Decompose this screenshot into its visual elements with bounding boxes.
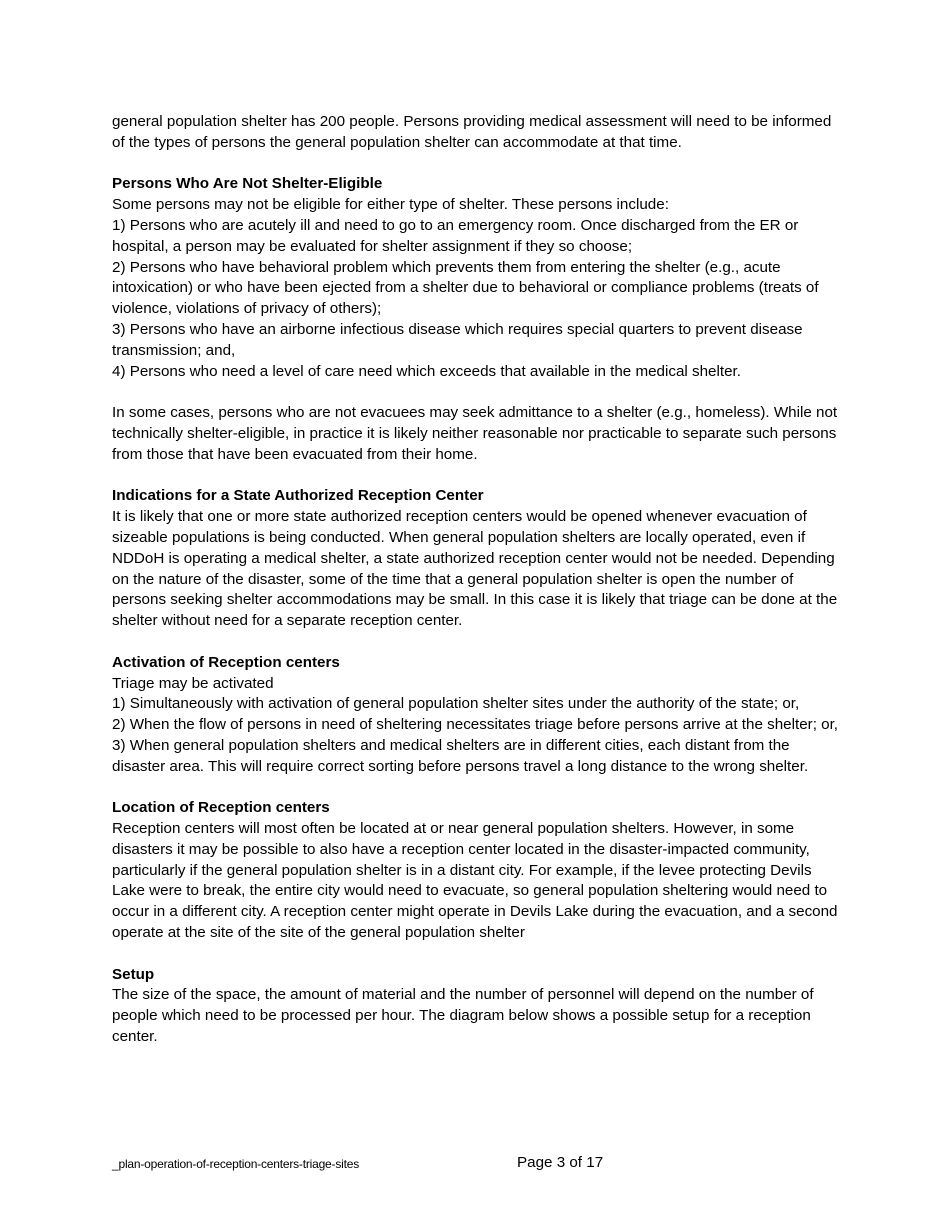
not-eligible-note: In some cases, persons who are not evacuees may seek admittance to a shelter (e.g., homeless). While not technically shelter-eligible, in practice it is likely neither reasonable nor practicable to separate such persons from those that have been evacuated from their home.: [112, 404, 838, 463]
activation-item-1: 1) Simultaneously with activation of general population shelter sites under the authority of the state; or,: [112, 695, 800, 713]
not-eligible-item-2: 2) Persons who have behavioral problem which prevents them from entering the shelter (e.g., acute intoxication) or who have been ejected from a shelter due to behavioral or compliance problems (treats of violence, violations of privacy of others);: [112, 258, 819, 318]
not-eligible-item-1: 1) Persons who are acutely ill and need to go to an emergency room. Once discharged from the ER or hospital, a person may be evaluated for shelter assignment if they so choose;: [112, 216, 799, 255]
setup-paragraph: The size of the space, the amount of material and the number of personnel will depend on the number of people which need to be processed per hour. The diagram below shows a possible setup for a reception center.: [112, 986, 814, 1046]
not-eligible-intro: Some persons may not be eligible for either type of shelter. These persons include:: [112, 196, 669, 214]
section-heading-setup: Setup: [112, 965, 155, 983]
activation-item-3: 3) When general population shelters and medical shelters are in different cities, each distant from the disaster area. This will require correct sorting before persons travel a long distance to the wrong shelter.: [112, 736, 809, 775]
footer-page-number: Page 3 of 17: [517, 1154, 604, 1171]
document-body: [112, 112, 840, 1048]
not-eligible-item-3: 3) Persons who have an airborne infectious disease which requires special quarters to prevent disease transmission; and,: [112, 320, 803, 359]
section-heading-indications: Indications for a State Authorized Reception Center: [112, 487, 484, 505]
section-heading-location: Location of Reception centers: [112, 799, 330, 817]
activation-intro: Triage may be activated: [112, 674, 274, 692]
location-paragraph: Reception centers will most often be located at or near general population shelters. However, in some disasters it may be possible to also have a reception center located in the disaster-impacted community, particularly if the general population shelter is in a distant city. For example, if the levee protecting Devils Lake were to break, the entire city would need to evacuate, so general population sheltering would need to occur in a different city. A reception center might operate in Devils Lake during the evacuation, and a second operate at the site of the site of the general population shelter: [112, 820, 838, 942]
not-eligible-item-4: 4) Persons who need a level of care need which exceeds that available in the medical shelter.: [112, 362, 741, 380]
section-heading-activation: Activation of Reception centers: [112, 653, 340, 671]
section-heading-not-eligible: Persons Who Are Not Shelter-Eligible: [112, 175, 383, 193]
activation-item-2: 2) When the flow of persons in need of sheltering necessitates triage before persons arrive at the shelter; or,: [112, 716, 839, 734]
intro-paragraph: general population shelter has 200 people. Persons providing medical assessment will need to be informed of the types of persons the general population shelter can accommodate at that time.: [112, 113, 832, 151]
indications-paragraph: It is likely that one or more state authorized reception centers would be opened whenever evacuation of sizeable populations is being conducted. When general population shelters are locally operated, even if NDDoH is operating a medical shelter, a state authorized reception center would not be needed. Depending on the nature of the disaster, some of the time that a general population shelter is open the number of persons seeking shelter accommodations may be small. In this case it is likely that triage can be done at the shelter without need for a separate reception center.: [112, 508, 838, 630]
footer-filename: _plan-operation-of-reception-centers-triage-sites: [112, 1157, 359, 1171]
